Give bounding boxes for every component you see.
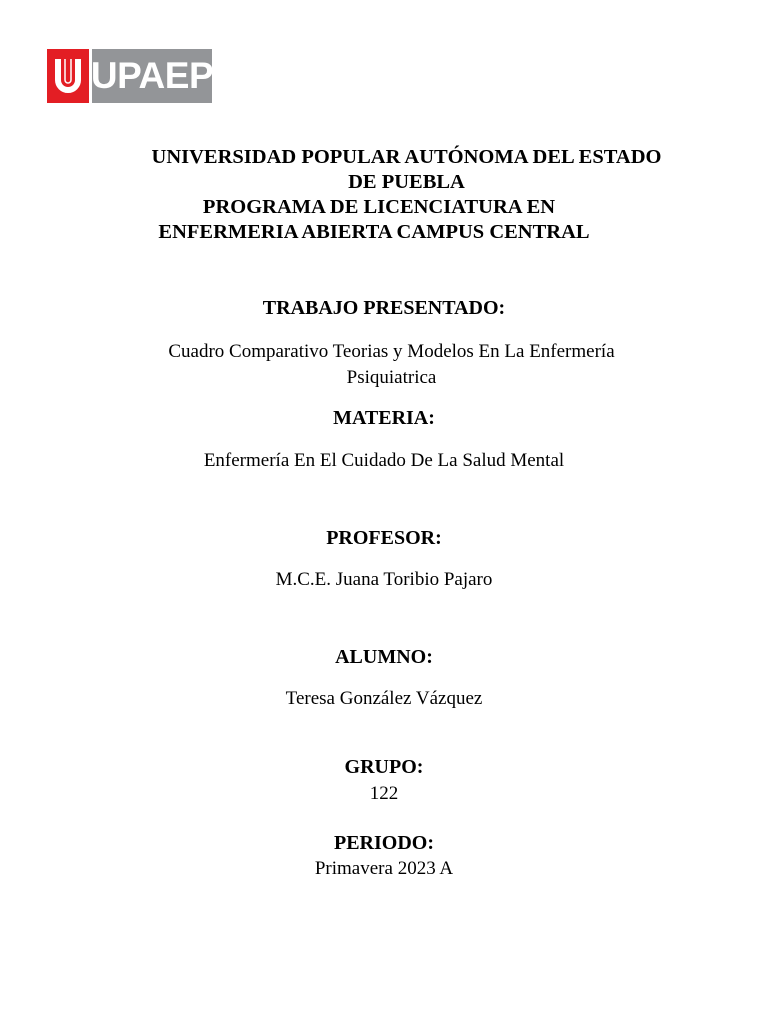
materia-label: MATERIA: xyxy=(333,407,435,429)
alumno-value: Teresa González Vázquez xyxy=(285,688,483,709)
materia-value: Enfermería En El Cuidado De La Salud Mental xyxy=(203,450,565,471)
u-glyph-icon xyxy=(53,56,83,96)
periodo-label: PERIODO: xyxy=(334,832,434,854)
alumno-label: ALUMNO: xyxy=(335,646,433,668)
upaep-wordmark: UPAEP xyxy=(92,49,212,103)
header-line-4: ENFERMERIA ABIERTA CAMPUS CENTRAL xyxy=(158,221,590,243)
header-line-2: DE PUEBLA xyxy=(348,171,465,193)
trabajo-value xyxy=(0,339,768,391)
header-line-1: UNIVERSIDAD POPULAR AUTÓNOMA DEL ESTADO xyxy=(151,146,662,168)
trabajo-value-line-2: Psiquiatrica xyxy=(346,367,437,388)
periodo-value: Primavera 2023 A xyxy=(314,858,454,879)
header-line-3: PROGRAMA DE LICENCIATURA EN xyxy=(202,196,556,218)
upaep-logo xyxy=(47,49,212,103)
profesor-value: M.C.E. Juana Toribio Pajaro xyxy=(275,569,493,590)
upaep-u-mark-icon xyxy=(47,49,89,103)
university-header xyxy=(0,145,768,245)
profesor-label: PROFESOR: xyxy=(326,527,442,549)
grupo-label: GRUPO: xyxy=(344,756,424,778)
trabajo-value-line-1: Cuadro Comparativo Teorias y Modelos En La Enfermería xyxy=(168,341,615,362)
trabajo-label: TRABAJO PRESENTADO: xyxy=(262,297,506,319)
grupo-value: 122 xyxy=(369,783,399,804)
